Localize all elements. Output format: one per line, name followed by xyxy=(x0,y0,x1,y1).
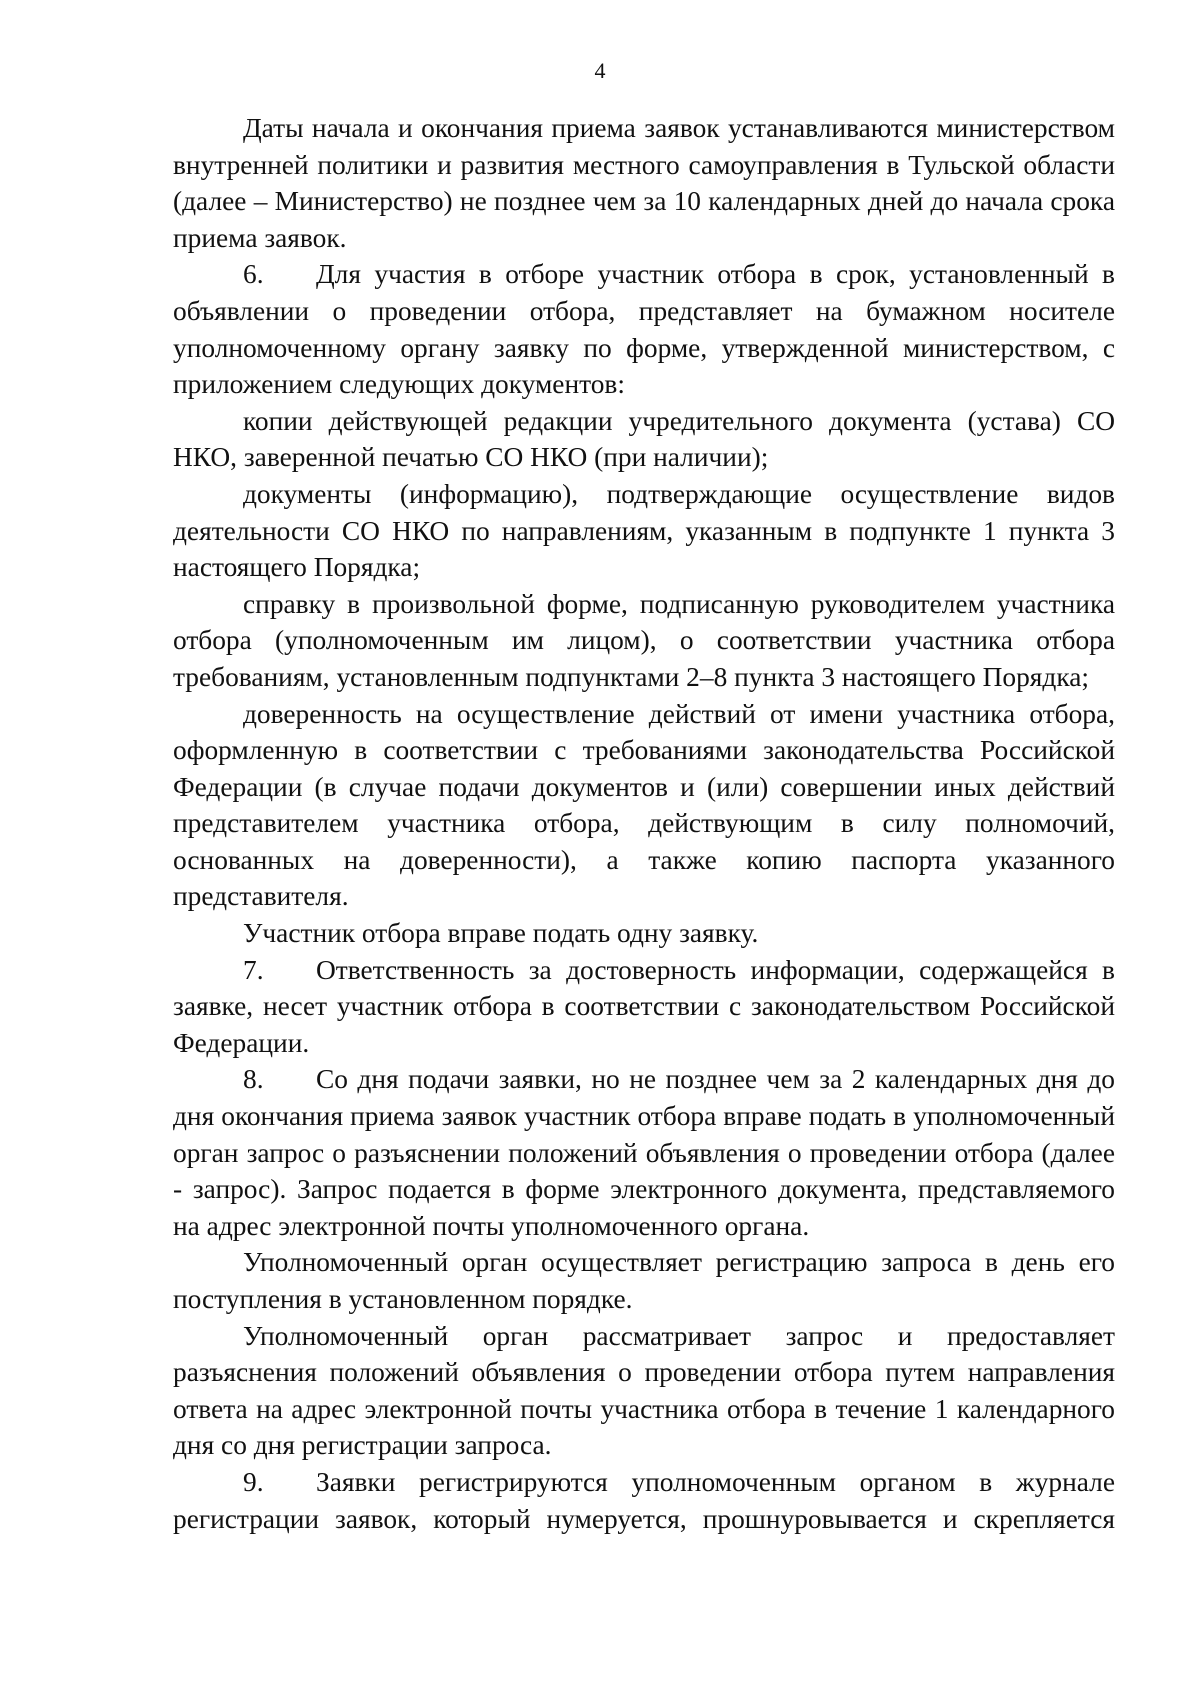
paragraph xyxy=(173,110,1115,256)
paragraph xyxy=(173,256,1115,402)
paragraph xyxy=(173,1318,1115,1464)
paragraph xyxy=(173,696,1115,916)
paragraph-text: Для участия в отборе участник отбора в срок, установленный в объявлении о проведении отбора, представляет на бумажном носителе уполномоченному органу заявку по форме, утвержденной министерством, с приложением следующих документов: xyxy=(173,259,1115,400)
paragraph-text: Уполномоченный орган рассматривает запрос и предоставляет разъяснения положений объявления о проведении отбора путем направления ответа на адрес электронной почты участника отбора в течение 1 календарного дня со дня регистрации запроса. xyxy=(173,1320,1115,1461)
paragraph-text: Ответственность за достоверность информации, содержащейся в заявке, несет участник отбора в соответствии с законодательством Российской Федерации. xyxy=(173,954,1115,1058)
paragraph-text: справку в произвольной форме, подписанную руководителем участника отбора (уполномоченным им лицом), о соответствии участника отбора требованиям, установленным подпунктами 2–8 пункта 3 настоящего Порядка; xyxy=(173,588,1115,692)
paragraph-text: Уполномоченный орган осуществляет регистрацию запроса в день его поступления в установленном порядке. xyxy=(173,1247,1115,1314)
paragraph-number: 9. xyxy=(243,1466,264,1497)
paragraph-text: Даты начала и окончания приема заявок устанавливаются министерством внутренней политики и развития местного самоуправления в Тульской области (далее – Министерство) не позднее чем за 10 календарных дней до начала срока приема заявок. xyxy=(173,113,1115,253)
paragraph-number: 6. xyxy=(243,259,264,290)
paragraph xyxy=(173,1061,1115,1244)
paragraph xyxy=(173,915,1115,952)
paragraph xyxy=(173,1244,1115,1317)
paragraph-text: Со дня подачи заявки, но не позднее чем за 2 календарных дня до дня окончания приема заявок участник отбора вправе подать в уполномоченный орган запрос о разъяснении положений объявления о проведении отбора (далее - запрос). Запрос подается в форме электронного документа, представляемого на адрес электронной почты уполномоченного органа. xyxy=(173,1064,1115,1241)
paragraph xyxy=(173,1464,1115,1537)
paragraph-number: 8. xyxy=(243,1064,264,1095)
paragraph xyxy=(173,476,1115,586)
paragraph-number: 7. xyxy=(243,954,264,985)
document-body xyxy=(173,110,1115,1537)
paragraph xyxy=(173,403,1115,476)
paragraph-text: документы (информацию), подтверждающие осуществление видов деятельности СО НКО по направлениям, указанным в подпункте 1 пункта 3 настоящего Порядка; xyxy=(173,478,1115,583)
paragraph xyxy=(173,586,1115,696)
paragraph-text: Участник отбора вправе подать одну заявку. xyxy=(243,918,759,949)
paragraph-text: доверенность на осуществление действий от имени участника отбора, оформленную в соответствии с требованиями законодательства Российской Федерации (в случае подачи документов и (или) совершении иных действий представителем участника отбора, действующим в силу полномочий, основанных на доверенности), а также копию паспорта указанного представителя. xyxy=(173,698,1115,912)
paragraph-text: копии действующей редакции учредительного документа (устава) СО НКО, заверенной печатью СО НКО (при наличии); xyxy=(173,405,1115,473)
paragraph xyxy=(173,952,1115,1062)
paragraph-text: Заявки регистрируются уполномоченным органом в журнале регистрации заявок, который нумеруется, прошнуровывается и скрепляется xyxy=(173,1466,1115,1534)
page-number: 4 xyxy=(594,58,606,83)
